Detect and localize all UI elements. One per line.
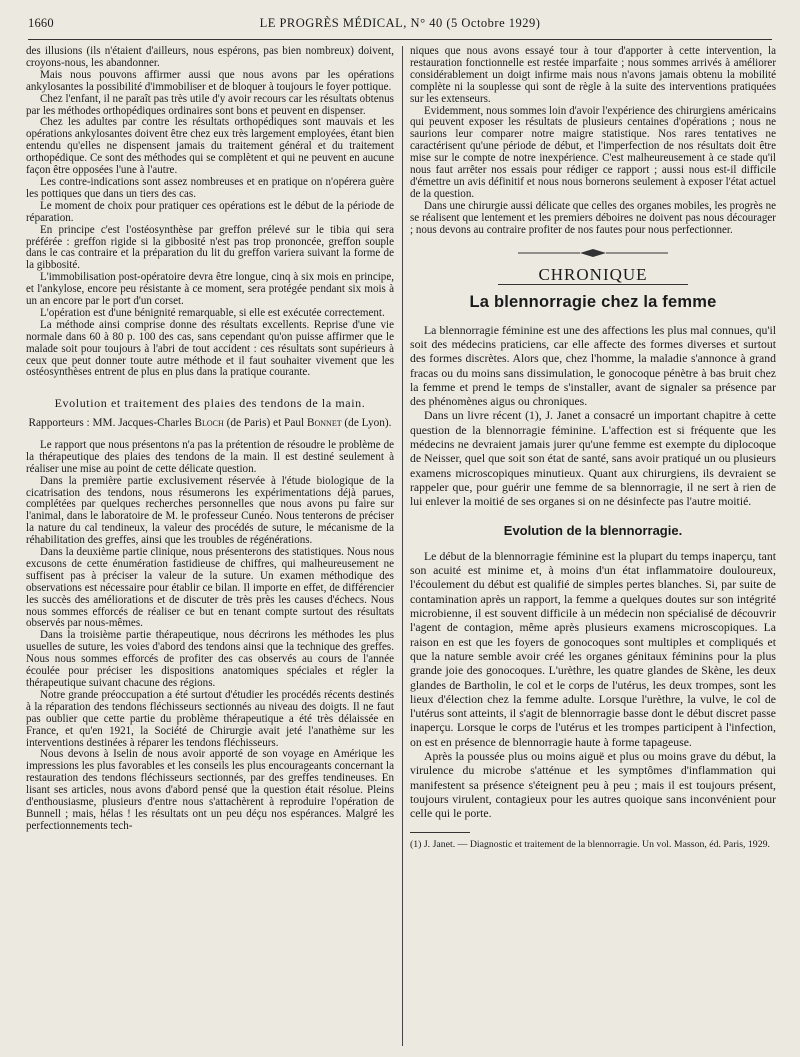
left-column [26,46,394,1046]
paragraph: Le début de la blennorragie féminine est la plupart du temps inaperçu, tant son acuité est minime et, à moins d'un état inflammatoire douloureux, l'écoulement du début est qualifié de simples pertes blanches. Si, par suite de contamination après un rapport, la femme a quelques doutes sur son intégrité microbienne, il est souvent difficile à un médecin non spécialisé de découvrir l'agent de contagion, même après plusieurs examens microscopiques. La raison en est que les foyers de gonocoques sont multiples et compliqués et que la nature semble avoir créé les organes génitaux féminins pour la plus grande joie des gonocoques. L'urèthre, les quatre glandes de Skène, les deux glandes de Bartholin, le col et le corps de l'utérus, les deux trompes, sont les lieux d'élection chez la femme adulte. Lorsque l'urèthre, la vulve, le col de l'utérus sont atteints, il s'agit de blennorragie basse dont le début discret passe inaperçu. Lorsque le corps de l'utérus et les trompes participent à l'infection, on est en présence de blennorragie haute à forme tapageuse. [410,549,776,749]
paragraph: La méthode ainsi comprise donne des résultats excellents. Reprise d'une vie normale dans 60 à 80 p. 100 des cas, sans cependant qu'on puisse affirmer que le malade soit pour toujours à l'abri de tout accident : ces résultats sont supérieurs à ceux que peut donner toute autre méthode et il faut souhaiter vivement que les ostéosynthèses entrent de plus en plus dans la pratique courante. [26,318,394,379]
paragraph: Dans un livre récent (1), J. Janet a consacré un important chapitre à cette question de la blennorragie féminine. L'affection est si fréquente que les médecins ne devraient jamais jurer qu'une femme est exempte du diplocoque de Neisser, quel que soit son état de santé, sans avoir pratiqué un ou plusieurs examens microscopiques minutieux. Quant aux chirurgiens, ils devraient se rappeler que, pour guérir une femme de sa blennorragie, il ne sert à rien de lui enlever la moitié de ses organes si on ne désinfecte pas l'autre moitié. [410,409,776,509]
paragraph: L'opération est d'une bénignité remarquable, si elle est exécutée correctement. [40,306,385,319]
paragraph: Chez les adultes par contre les résultats orthopédiques sont mauvais et les opérations ankylosantes doivent être chez eux très largement employées, étant bien entendu qu'elles ne dispensent jamais du traitement général et du traitement orthopédique. Ce sont des méthodes qui se complètent et qui ne peuvent en aucune façon être opposées l'une à l'autre. [26,116,394,177]
column-divider [402,46,403,1046]
paragraph: L'immobilisation post-opératoire devra être longue, cinq à six mois en principe, et l'ankylose, encore peu résistante à ce moment, sera protégée pendant six mois à un an encore par le port d'un corset. [26,271,394,308]
paragraph: Nous devons à Iselin de nous avoir apporté de son voyage en Amérique les impressions les plus favorables et les conseils les plus encourageants concernant la restauration des tendons fléchisseurs sectionnés, par des greffes tendineuses. En lisant ses articles, nous avons d'abord pensé que la question était résolue. Pleins d'enthousiasme, plusieurs d'entre nous s'attachèrent à reproduire l'opération de Bunnell ; mais, hélas ! les résultats ont un peu déçu nos espérances. Malgré les perfectionnements tech- [26,748,394,832]
journal-title: LE PROGRÈS MÉDICAL, N° 40 (5 Octobre 1929) [259,16,541,30]
paragraph: Notre grande préoccupation a été surtout d'étudier les procédés récents destinés à la réparation des tendons fléchisseurs sectionnés au niveau des doigts. Il ne faut pas oublier que cette partie du problème thérapeutique a été très délaissée en France, et qu'en 1921, la Société de Chirurgie avait jeté l'anathème sur les interventions destinées à réparer les tendons fléchisseurs. [26,688,394,749]
paragraph: En principe c'est l'ostéosynthèse par greffon prélevé sur le tibia qui sera préférée : greffon rigide si la gibbosité n'est pas trop prononcée, greffon souple dans le cas contraire et la préparation du lit du greffon variera suivant la forme de la gibbosité. [26,223,394,272]
rubric-title: CHRONIQUE [498,267,687,286]
paragraph: niques que nous avons essayé tour à tour d'apporter à cette intervention, la restauration fonctionnelle est restée imparfaite ; nous sommes arrivés à améliorer considérablement un doigt infirme mais nous n'avons jamais obtenu la mobilité complète ni la souplesse qui sont de règle à la suite des interventions pratiquées sur les extenseurs. [410,46,776,105]
right-column [410,46,776,1046]
paragraph: La blennorragie féminine est une des affections les plus mal connues, qu'il soit des médecins praticiens, car elle affecte des formes diverses et surtout des formes discrètes. Alors que, chez l'homme, la maladie s'annonce à grand fracas ou du moins sans dissimulation, le gonocoque pénètre à bas bruit chez la femme et prend le temps de s'installer, avant de signaler sa présence par des phénomènes aigus ou chroniques. [410,323,776,409]
reporters-line: Rapporteurs : MM. Jacques-Charles Bloch (de Paris) et Paul Bonnet (de Lyon). [28,416,392,429]
footnote-rule [410,832,470,833]
paragraph: Le moment de choix pour pratiquer ces opérations est le début de la période de réparation. [26,199,394,224]
decorative-rule-icon [410,245,776,261]
paragraph: Evidemment, nous sommes loin d'avoir l'expérience des chirurgiens américains qui peuvent exposer les résultats de plusieurs centaines d'opérations ; nous ne saurions leur comparer notre maigre statistique. Nos rares tentatives ne caractérisent qu'une période de début, et l'imperfection de nos résultats doit être mise sur le compte de notre inexpérience. C'est malheureusement à ce stade qu'il nous faut arrêter nos essais pour rédiger ce rapport ; aussi nous est-il difficile d'émettre un avis définitif et nous nous bornerons seulement à exposer l'état actuel de la question. [410,104,776,200]
running-head [28,16,772,36]
paragraph: des illusions (ils n'étaient d'ailleurs, nous espérons, pas bien nombreux) doivent, croyons-nous, les abandonner. [26,46,394,69]
reporter-name: Bonnet [306,416,342,429]
paragraph: Dans la troisième partie thérapeutique, nous décrirons les méthodes les plus usuelles de suture, les voies d'abord des tendons ainsi que la technique des greffes. Nous nous sommes efforcés de profiter des cas observés au cours de l'année écoulée pour préciser les dispositions anatomiques spéciales et régler la thérapeutique suivant chacune des régions. [26,629,394,689]
paragraph: Mais nous pouvons affirmer aussi que nous avons par les opérations ankylosantes la possibilité d'immobiliser et de bloquer à toujours le foyer pottique. [26,68,394,93]
article [410,295,776,850]
paragraph: Après la poussée plus ou moins aiguë et plus ou moins grave du début, la virulence du microbe s'atténue et les symptômes d'inflammation qui manifestent sa présence s'éteignent peu à peu ; mais il est toujours présent, toujours virulent, contagieux pour les autres quoique sans inconvénient pour celle qui le porte. [410,750,776,821]
paragraph: Dans la deuxième partie clinique, nous présenterons des statistiques. Nous nous excusons de cette énumération fastidieuse de chiffres, qui malheureusement ne suffisent pas à préciser la valeur de la suture. Un examen méthodique des observations est nécessaire pour établir ce bilan. Il importe en effet, de différencier les succès des améliorations et de discuter de très près les causes d'échecs. Nous nous sommes efforcés de réaliser ce but en tenant compte surtout des résultats observés par nous-mêmes. [26,546,394,630]
section-heading: Evolution et traitement des plaies des tendons de la main. [54,396,366,411]
page-number: 1660 [28,16,54,30]
paragraph: Le rapport que nous présentons n'a pas la prétention de résoudre le problème de la thérapeutique des plaies des tendons de la main. Il est destiné seulement à réaliser une mise au point de cette délicate question. [26,438,394,475]
paragraph: Dans la première partie exclusivement réservée à l'étude biologique de la cicatrisation des tendons, nous résumerons les expérimentations déjà parues, complétées par quelques recherches personnelles que nous avons pu faire sur l'animal, dans le laboratoire de M. le professeur Cunéo. Nous tenterons de préciser la nature du cal tendineux, la valeur des procédés de suture, le mécanisme de la réhabilitation des greffes, ainsi que les troubles de régénérations. [26,474,394,547]
paragraph: Chez l'enfant, il ne paraît pas très utile d'y avoir recours car les résultats obtenus par les méthodes orthopédiques ordinaires sont bons et peuvent en dispenser. [26,92,394,117]
article-title: La blennorragie chez la femme [469,293,717,312]
paragraph: Les contre-indications sont assez nombreuses et en pratique on n'opérera guère les pottiques que dans un tiers des cas. [26,175,394,200]
article-subheading: Evolution de la blennorragie. [503,522,683,538]
paragraph: Dans une chirurgie aussi délicate que celles des organes mobiles, les progrès ne se réalisent que lentement et les premiers déboires ne doivent pas nous décourager ; nous devons au contraire profiter de nos fautes pour nous perfectionner. [410,199,776,236]
reporter-name: Bloch [194,416,224,429]
footnote: (1) J. Janet. — Diagnostic et traitement de la blennorragie. Un vol. Masson, éd. Paris, 1929. [410,838,770,850]
header-rule [28,39,772,40]
